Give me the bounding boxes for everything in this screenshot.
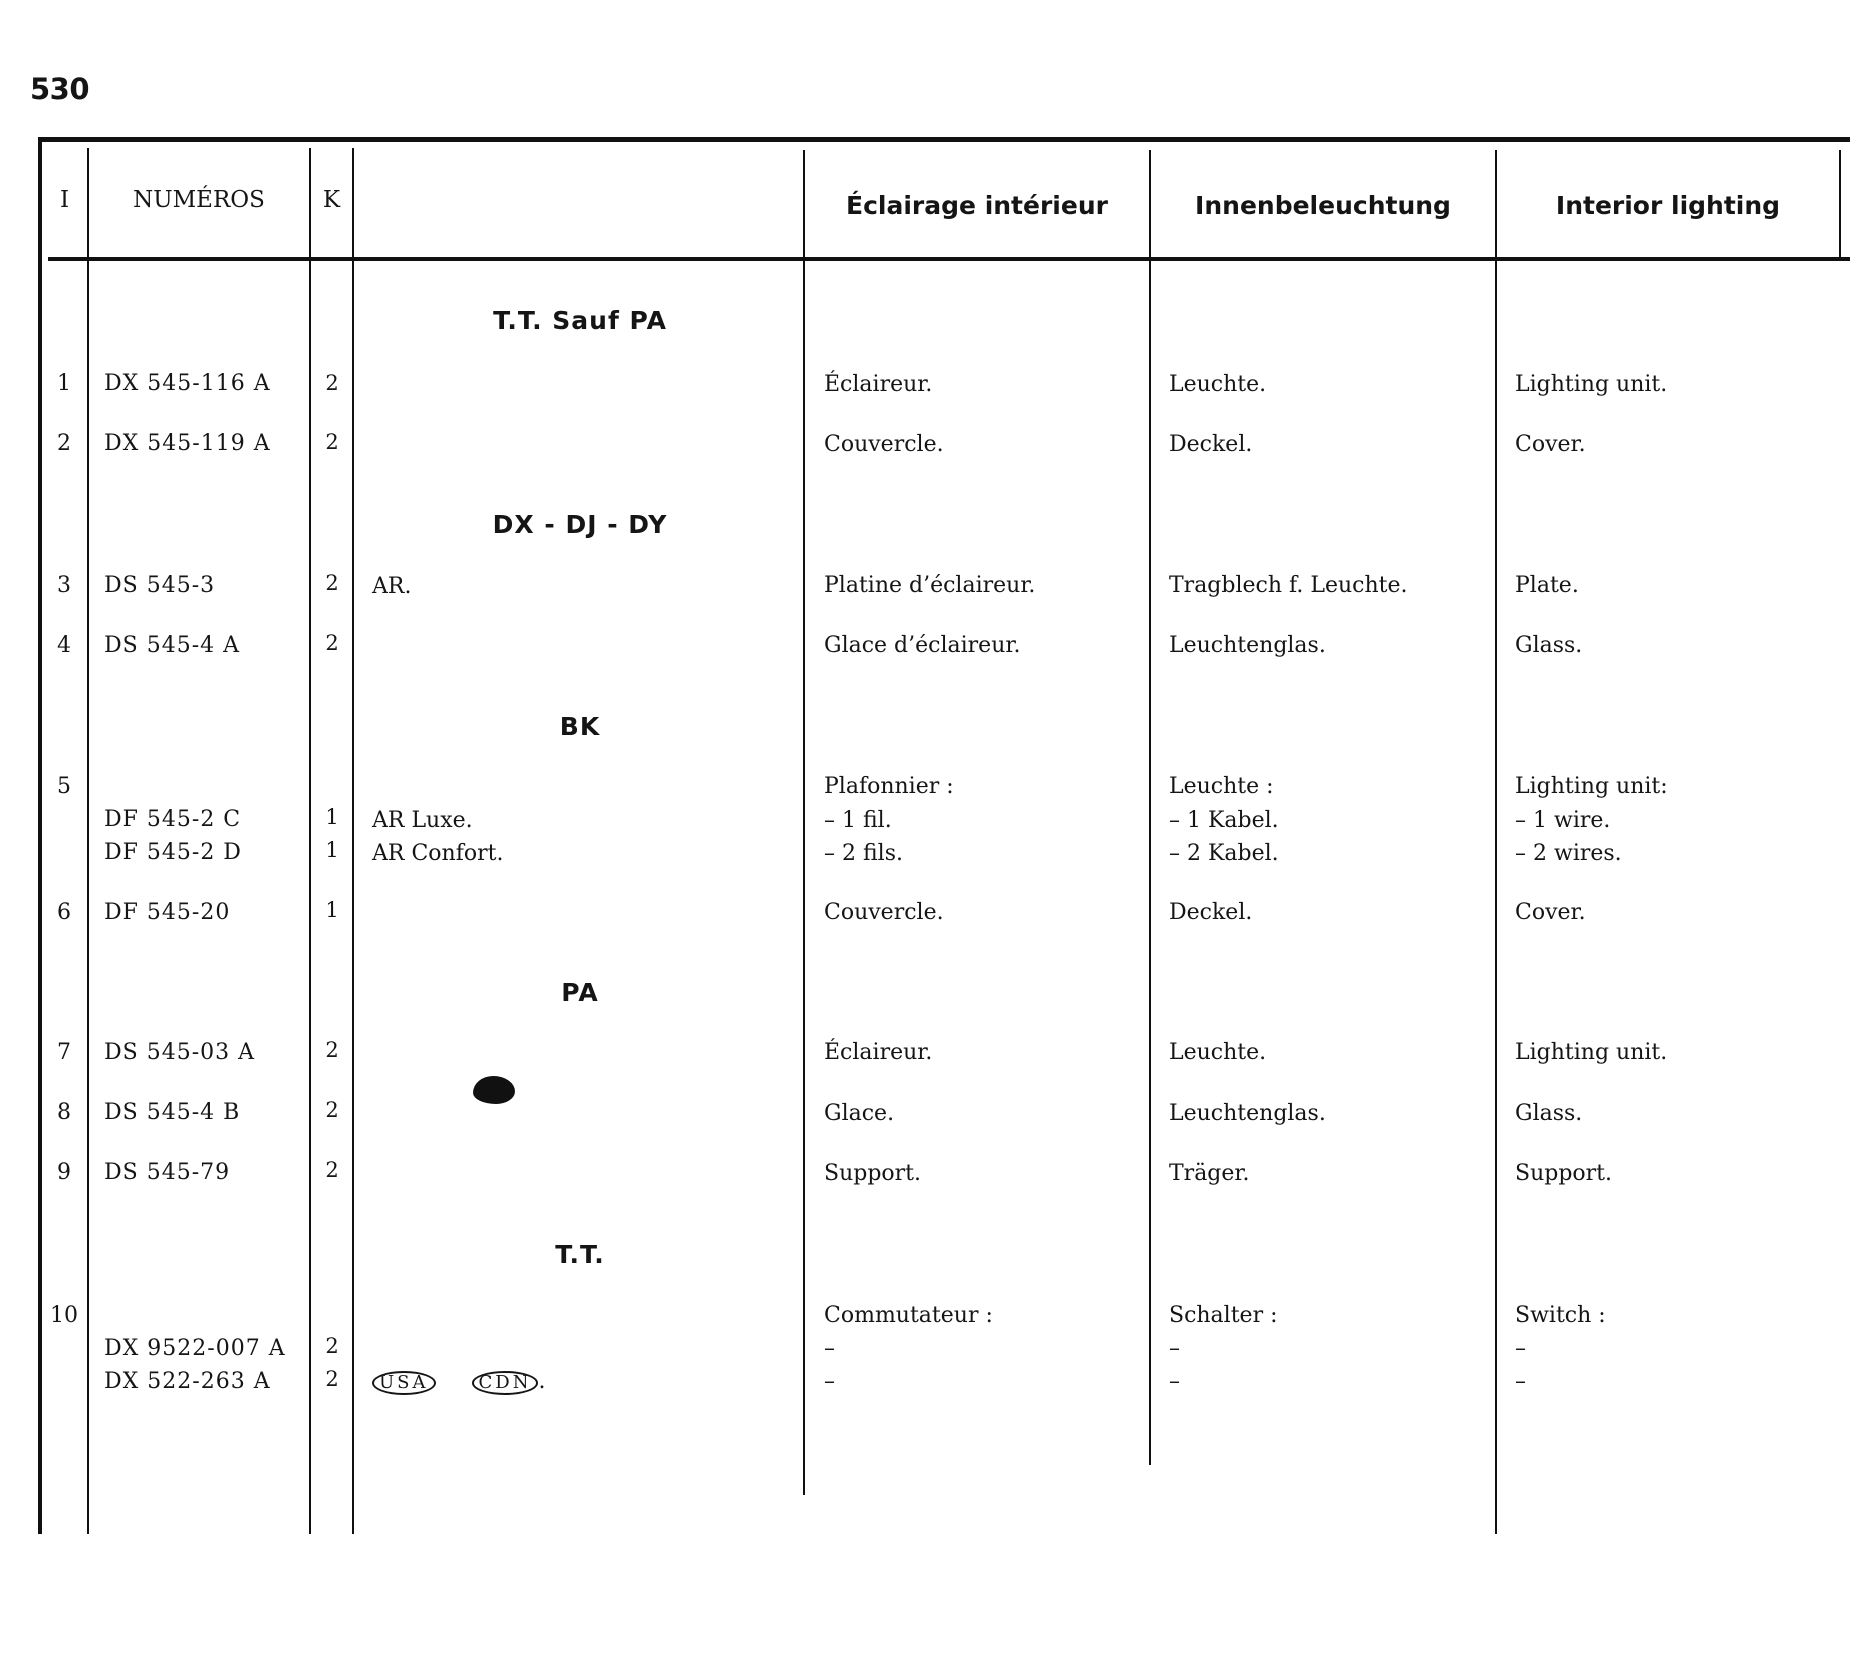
part-number: DX 545-116 A [104, 371, 271, 396]
country-mark-cdn: CDN [472, 1371, 539, 1395]
quantity-k: 2 [325, 1098, 339, 1122]
part-number: DS 545-4 B [104, 1100, 241, 1125]
desc-fr: – 2 fils. [824, 841, 903, 866]
divider-de-en [1495, 150, 1497, 1534]
part-number: DF 545-2 D [104, 840, 242, 865]
row-index: 8 [57, 1100, 71, 1125]
desc-en: Cover. [1515, 900, 1586, 925]
row-index: 4 [57, 633, 71, 658]
desc-de: Leuchtenglas. [1169, 1101, 1326, 1126]
quantity-k: 2 [325, 430, 339, 454]
row-index: 9 [57, 1160, 71, 1185]
table-top-rule [38, 137, 1850, 142]
desc-en: – [1515, 1336, 1526, 1361]
divider-fr-de [1149, 150, 1151, 1465]
desc-en: Glass. [1515, 1101, 1583, 1126]
quantity-k: 2 [325, 1334, 339, 1358]
desc-de: – [1169, 1336, 1180, 1361]
desc-en: Lighting unit. [1515, 1040, 1668, 1065]
desc-fr: – [824, 1369, 835, 1394]
divider-notes-fr [803, 150, 805, 1495]
desc-en: – [1515, 1369, 1526, 1394]
country-marks [372, 1369, 545, 1395]
quantity-k: 2 [325, 631, 339, 655]
desc-de: Schalter : [1169, 1303, 1278, 1328]
desc-de: Leuchte. [1169, 1040, 1267, 1065]
row-index: 10 [50, 1303, 78, 1328]
desc-fr: Support. [824, 1161, 922, 1186]
part-number: DF 545-20 [104, 900, 231, 925]
divider-k-notes [352, 148, 354, 1534]
desc-en: – 1 wire. [1515, 808, 1611, 833]
desc-de: Deckel. [1169, 432, 1253, 457]
desc-en: Support. [1515, 1161, 1613, 1186]
row-index: 7 [57, 1040, 71, 1065]
desc-de: Leuchtenglas. [1169, 633, 1326, 658]
desc-de: Leuchte : [1169, 774, 1274, 799]
desc-en: – 2 wires. [1515, 841, 1622, 866]
section-heading: T.T. Sauf PA [493, 306, 667, 335]
row-index: 6 [57, 900, 71, 925]
header-fr: Éclairage intérieur [846, 190, 1108, 220]
desc-de: – [1169, 1369, 1180, 1394]
quantity-k: 2 [325, 371, 339, 395]
desc-fr: Éclaireur. [824, 1040, 933, 1065]
row-note: AR. [372, 574, 412, 599]
desc-fr: – 1 fil. [824, 808, 892, 833]
divider-numbers-k [309, 148, 311, 1534]
desc-de: Deckel. [1169, 900, 1253, 925]
desc-fr: Plafonnier : [824, 774, 954, 799]
ink-blot [473, 1076, 515, 1104]
row-note: AR Luxe. [372, 808, 473, 833]
desc-fr: Platine d’éclaireur. [824, 573, 1036, 598]
section-heading: BK [559, 712, 601, 741]
desc-de: – 2 Kabel. [1169, 841, 1279, 866]
desc-fr: Glace. [824, 1101, 895, 1126]
country-mark-usa: USA [372, 1371, 436, 1395]
desc-en: Lighting unit. [1515, 372, 1668, 397]
quantity-k: 2 [325, 571, 339, 595]
desc-de: – 1 Kabel. [1169, 808, 1279, 833]
desc-en: Glass. [1515, 633, 1583, 658]
desc-en: Lighting unit: [1515, 774, 1668, 799]
section-heading: DX - DJ - DY [492, 510, 668, 539]
header-de: Innenbeleuchtung [1195, 190, 1451, 220]
part-number: DS 545-3 [104, 573, 216, 598]
section-heading: T.T. [555, 1240, 605, 1269]
header-k: K [322, 187, 341, 213]
quantity-k: 1 [325, 805, 339, 829]
header-en: Interior lighting [1555, 190, 1781, 220]
row-index: 2 [57, 431, 71, 456]
part-number: DS 545-79 [104, 1160, 231, 1185]
desc-en: Plate. [1515, 573, 1579, 598]
quantity-k: 2 [325, 1038, 339, 1062]
page-number: 530 [30, 72, 90, 106]
quantity-k: 2 [325, 1367, 339, 1391]
desc-fr: – [824, 1336, 835, 1361]
desc-fr: Glace d’éclaireur. [824, 633, 1021, 658]
quantity-k: 1 [325, 898, 339, 922]
row-index: 3 [57, 573, 71, 598]
row-index: 5 [57, 774, 71, 799]
part-number: DX 9522-007 A [104, 1336, 286, 1361]
country-suffix: . [538, 1369, 546, 1394]
desc-fr: Couvercle. [824, 900, 944, 925]
divider-index-numbers [87, 148, 89, 1534]
row-index: 1 [57, 371, 71, 396]
part-number: DS 545-4 A [104, 633, 241, 658]
desc-fr: Commutateur : [824, 1303, 993, 1328]
desc-fr: Couvercle. [824, 432, 944, 457]
header-numbers: NUMÉROS [133, 187, 265, 213]
part-number: DF 545-2 C [104, 807, 242, 832]
part-number: DX 522-263 A [104, 1369, 271, 1394]
desc-de: Tragblech f. Leuchte. [1169, 573, 1408, 598]
part-number: DX 545-119 A [104, 431, 271, 456]
row-note: AR Confort. [372, 841, 504, 866]
desc-fr: Éclaireur. [824, 372, 933, 397]
desc-de: Leuchte. [1169, 372, 1267, 397]
section-heading: PA [561, 978, 599, 1007]
quantity-k: 2 [325, 1158, 339, 1182]
desc-en: Switch : [1515, 1303, 1606, 1328]
divider-en-edge [1839, 150, 1841, 260]
quantity-k: 1 [325, 838, 339, 862]
part-number: DS 545-03 A [104, 1040, 256, 1065]
desc-en: Cover. [1515, 432, 1586, 457]
header-index: I [59, 187, 70, 213]
desc-de: Träger. [1169, 1161, 1250, 1186]
